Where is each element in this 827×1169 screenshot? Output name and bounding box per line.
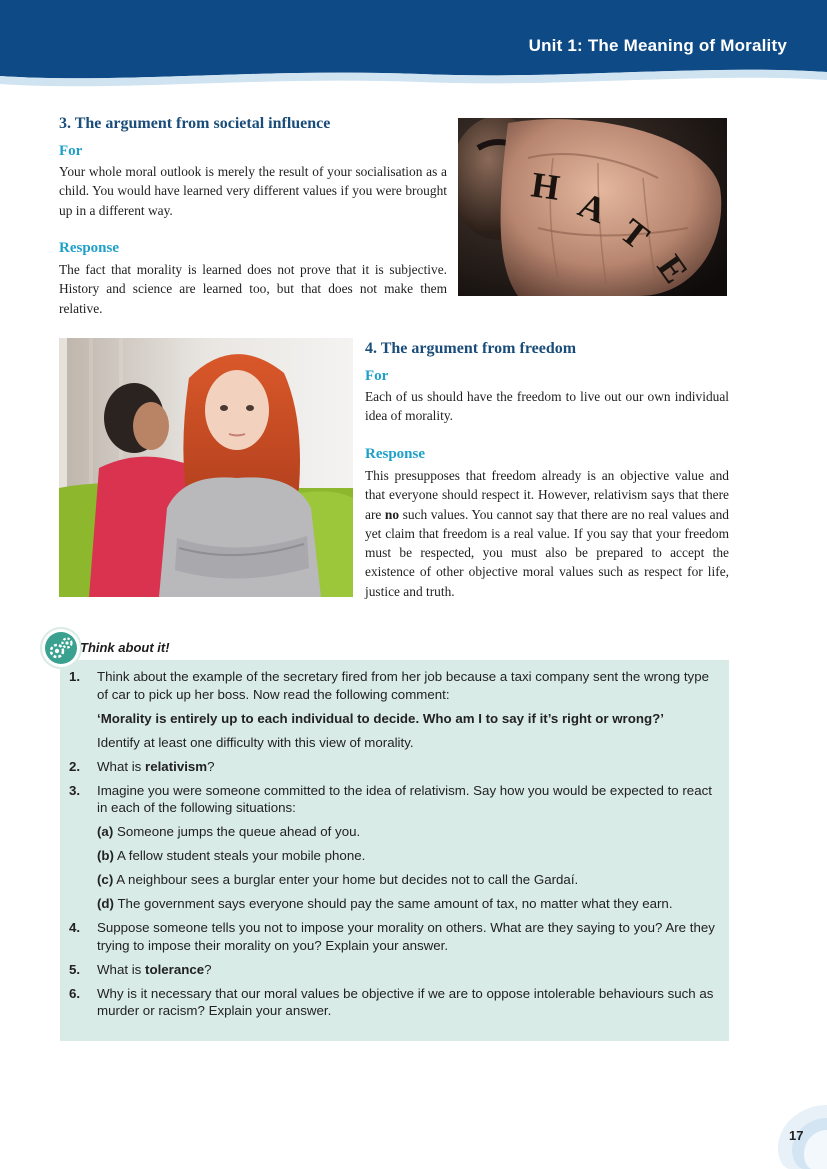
fist-tattoo-letter: A — [573, 184, 613, 232]
section4-response-label: Response — [365, 446, 426, 462]
section3-heading: 3. The argument from societal influence — [59, 115, 331, 132]
question-3b: (b) A fellow student steals your mobile phone. — [97, 848, 366, 863]
section3-for-text: Your whole moral outlook is merely the result of your socialisation as a child. You would have learned very different values if you were brought up in a different way. — [59, 164, 447, 218]
two-women-photo — [59, 338, 353, 597]
fist-tattoo-letter: H — [528, 164, 563, 208]
question-list — [66, 668, 722, 1026]
section3-response-label: Response — [59, 240, 120, 256]
fist-tattoo-letter: E — [649, 247, 696, 291]
question-5: 5. What is tolerance? — [69, 961, 212, 977]
section4-for-label: For — [365, 368, 389, 384]
question-3c: (c) A neighbour sees a burglar enter your home but decides not to call the Gardaí. — [97, 872, 579, 887]
hate-fist-photo — [458, 118, 727, 296]
section3-response-text: The fact that morality is learned does not prove that it is subjective. History and science are learned too, but that does not make them relative. — [59, 262, 447, 316]
emphasis-no: no — [384, 506, 400, 522]
question-4: 4. Suppose someone tells you not to impose your morality on others. What are they saying to you? Are they trying to impose their morality on you? Explain your answer. — [69, 920, 715, 953]
unit-title: Unit 1: The Meaning of Morality — [528, 36, 787, 55]
question-1: 1. Think about the example of the secretary fired from her job because a taxi company sent the wrong type of car to pick up her boss. Now read the following comment: ‘Morality is entirely up to each individual to decide. Who am I to say if it’s right or wrong?’ Identify at least one difficulty with this view of morality. — [66, 668, 722, 751]
section4-heading: 4. The argument from freedom — [365, 340, 577, 357]
page-number: 17 — [789, 1128, 804, 1143]
question-2: 2. What is relativism? — [69, 758, 215, 774]
gears-icon — [40, 627, 82, 669]
section4-response-text: This presupposes that freedom already is an objective value and that everyone should respect it. However, relativism says that there are no such values. You cannot say that there are no real values and yet claim that freedom is a real value. If you say that your freedom must be respected, you must also be prepared to accept the existence of other objective moral values such as respect for life, justice and truth. — [365, 468, 729, 599]
section4-for-text: Each of us should have the freedom to live out our own individual idea of morality. — [365, 389, 729, 424]
section3-for-label: For — [59, 143, 83, 159]
fist-tattoo-letter: T — [613, 210, 657, 258]
question-3: 3. Imagine you were someone committed to the idea of relativism. Say how you would be expected to react in each of the following situations: (a) Someone jumps the queue ahead of you. (b) A fellow student steals your mobile phone. (c) A neighbour sees a burglar enter your home but decides not to call the Gardaí. (d) The government says everyone should pay the same amount of tax, no matter what they earn. — [66, 782, 722, 913]
think-about-it-title: Think about it! — [80, 640, 170, 655]
question-1-quote: ‘Morality is entirely up to each individual to decide. Who am I to say if it’s right or wrong?’ — [97, 710, 664, 726]
question-3d: (d) The government says everyone should pay the same amount of tax, no matter what they earn. — [97, 896, 673, 911]
question-3a: (a) Someone jumps the queue ahead of you. — [97, 824, 361, 839]
question-6: 6. Why is it necessary that our moral values be objective if we are to oppose intolerable behaviours such as murder or racism? Explain your answer. — [69, 985, 714, 1018]
